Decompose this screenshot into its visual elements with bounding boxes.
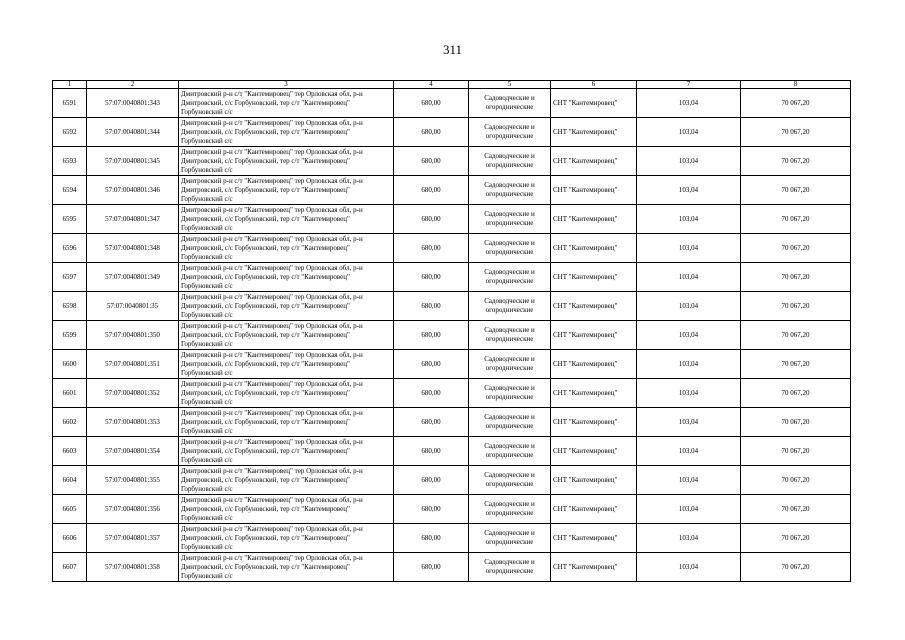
address-line: Дмитровский, с/с Горбуновский, тер с/т "Кантемировец" [181, 127, 350, 136]
organization-cell: СНТ "Кантемировец" [551, 205, 637, 234]
table-row [53, 321, 851, 350]
address-cell [179, 524, 394, 553]
unit-cost-cell: 103,04 [637, 437, 741, 466]
address-line: Дмитровский р-н с/т "Кантемировец" тер Орловская обл, р-н [181, 263, 363, 272]
land-use-cell [469, 321, 551, 350]
cadastral-number-cell: 57:07:0040801:346 [87, 176, 179, 205]
address-cell [179, 292, 394, 321]
land-use-cell [469, 176, 551, 205]
cadastral-number-cell: 57:07:0040801:354 [87, 437, 179, 466]
cadastral-value-cell: 70 067,20 [741, 176, 851, 205]
table-row [53, 292, 851, 321]
column-header: 3 [179, 81, 394, 89]
address-line: Горбуновский с/с [181, 455, 233, 464]
address-line: Дмитровский, с/с Горбуновский, тер с/т "Кантемировец" [181, 243, 350, 252]
organization-cell: СНТ "Кантемировец" [551, 350, 637, 379]
organization-cell: СНТ "Кантемировец" [551, 147, 637, 176]
area-cell: 680,00 [394, 234, 469, 263]
cadastral-number-cell: 57:07:0040801:347 [87, 205, 179, 234]
cadastral-value-cell: 70 067,20 [741, 147, 851, 176]
address-line: Дмитровский р-н с/т "Кантемировец" тер Орловская обл, р-н [181, 292, 363, 301]
address-line: Дмитровский, с/с Горбуновский, тер с/т "Кантемировец" [181, 272, 350, 281]
address-line: Горбуновский с/с [181, 310, 233, 319]
unit-cost-cell: 103,04 [637, 263, 741, 292]
address-line: Дмитровский р-н с/т "Кантемировец" тер Орловская обл, р-н [181, 466, 363, 475]
land-use-line: Садоводческие и [484, 442, 535, 450]
table-row [53, 379, 851, 408]
address-cell [179, 321, 394, 350]
organization-cell: СНТ "Кантемировец" [551, 379, 637, 408]
address-cell [179, 437, 394, 466]
cadastral-value-cell: 70 067,20 [741, 292, 851, 321]
land-use-line: Садоводческие и [484, 210, 535, 218]
unit-cost-cell: 103,04 [637, 379, 741, 408]
row-number-cell: 6597 [53, 263, 87, 292]
area-cell: 680,00 [394, 263, 469, 292]
land-use-line: Садоводческие и [484, 500, 535, 508]
cadastral-value-cell: 70 067,20 [741, 118, 851, 147]
column-header: 8 [741, 81, 851, 89]
land-use-line: Садоводческие и [484, 471, 535, 479]
address-line: Дмитровский, с/с Горбуновский, тер с/т "Кантемировец" [181, 98, 350, 107]
address-cell [179, 495, 394, 524]
cadastral-number-cell: 57:07:0040801:356 [87, 495, 179, 524]
address-line: Горбуновский с/с [181, 223, 233, 232]
land-use-line: Садоводческие и [484, 326, 535, 334]
address-line: Дмитровский, с/с Горбуновский, тер с/т "Кантемировец" [181, 417, 350, 426]
table-row [53, 234, 851, 263]
organization-cell: СНТ "Кантемировец" [551, 321, 637, 350]
table-row [53, 495, 851, 524]
column-header: 1 [53, 81, 87, 89]
cadastral-value-cell: 70 067,20 [741, 495, 851, 524]
cadastral-number-cell: 57:07:0040801:353 [87, 408, 179, 437]
cadastral-number-cell: 57:07:0040801:35 [87, 292, 179, 321]
address-line: Дмитровский, с/с Горбуновский, тер с/т "Кантемировец" [181, 533, 350, 542]
address-line: Дмитровский р-н с/т "Кантемировец" тер Орловская обл, р-н [181, 350, 363, 359]
table-row [53, 408, 851, 437]
cadastral-number-cell: 57:07:0040801:348 [87, 234, 179, 263]
address-line: Дмитровский р-н с/т "Кантемировец" тер Орловская обл, р-н [181, 205, 363, 214]
area-cell: 680,00 [394, 292, 469, 321]
address-line: Дмитровский, с/с Горбуновский, тер с/т "Кантемировец" [181, 504, 350, 513]
area-cell: 680,00 [394, 524, 469, 553]
cadastral-number-cell: 57:07:0040801:349 [87, 263, 179, 292]
land-use-line: огороднические [485, 509, 534, 517]
unit-cost-cell: 103,04 [637, 176, 741, 205]
unit-cost-cell: 103,04 [637, 321, 741, 350]
address-cell [179, 553, 394, 582]
address-line: Горбуновский с/с [181, 136, 233, 145]
address-cell [179, 118, 394, 147]
address-line: Дмитровский р-н с/т "Кантемировец" тер Орловская обл, р-н [181, 379, 363, 388]
address-cell [179, 466, 394, 495]
land-use-line: Садоводческие и [484, 123, 535, 131]
area-cell: 680,00 [394, 466, 469, 495]
organization-cell: СНТ "Кантемировец" [551, 118, 637, 147]
address-line: Дмитровский, с/с Горбуновский, тер с/т "Кантемировец" [181, 388, 350, 397]
column-header: 6 [551, 81, 637, 89]
cadastral-value-cell: 70 067,20 [741, 466, 851, 495]
land-use-cell [469, 553, 551, 582]
land-use-cell [469, 437, 551, 466]
row-number-cell: 6592 [53, 118, 87, 147]
table-row [53, 176, 851, 205]
organization-cell: СНТ "Кантемировец" [551, 263, 637, 292]
row-number-cell: 6599 [53, 321, 87, 350]
land-use-cell [469, 147, 551, 176]
row-number-cell: 6603 [53, 437, 87, 466]
address-line: Горбуновский с/с [181, 339, 233, 348]
column-header: 4 [394, 81, 469, 89]
cadastral-number-cell: 57:07:0040801:351 [87, 350, 179, 379]
cadastral-value-cell: 70 067,20 [741, 408, 851, 437]
unit-cost-cell: 103,04 [637, 147, 741, 176]
row-number-cell: 6601 [53, 379, 87, 408]
organization-cell: СНТ "Кантемировец" [551, 524, 637, 553]
table-row [53, 466, 851, 495]
table-row [53, 524, 851, 553]
address-line: Горбуновский с/с [181, 484, 233, 493]
land-use-line: Садоводческие и [484, 268, 535, 276]
address-cell [179, 379, 394, 408]
address-line: Дмитровский р-н с/т "Кантемировец" тер Орловская обл, р-н [181, 408, 363, 417]
land-use-line: огороднические [485, 248, 534, 256]
address-line: Дмитровский, с/с Горбуновский, тер с/т "Кантемировец" [181, 156, 350, 165]
land-use-line: Садоводческие и [484, 239, 535, 247]
area-cell: 680,00 [394, 553, 469, 582]
row-number-cell: 6598 [53, 292, 87, 321]
cadastral-value-cell: 70 067,20 [741, 321, 851, 350]
area-cell: 680,00 [394, 321, 469, 350]
address-cell [179, 263, 394, 292]
table-row [53, 205, 851, 234]
unit-cost-cell: 103,04 [637, 553, 741, 582]
cadastral-value-cell: 70 067,20 [741, 263, 851, 292]
land-use-line: Садоводческие и [484, 558, 535, 566]
table-row [53, 553, 851, 582]
cadastral-value-cell: 70 067,20 [741, 379, 851, 408]
column-header: 7 [637, 81, 741, 89]
cadastral-value-cell: 70 067,20 [741, 89, 851, 118]
address-line: Горбуновский с/с [181, 194, 233, 203]
land-use-cell [469, 234, 551, 263]
land-use-line: огороднические [485, 103, 534, 111]
cadastral-number-cell: 57:07:0040801:352 [87, 379, 179, 408]
address-line: Дмитровский р-н с/т "Кантемировец" тер Орловская обл, р-н [181, 176, 363, 185]
land-use-line: Садоводческие и [484, 355, 535, 363]
land-registry-table [52, 80, 851, 582]
unit-cost-cell: 103,04 [637, 524, 741, 553]
land-use-line: Садоводческие и [484, 529, 535, 537]
row-number-cell: 6596 [53, 234, 87, 263]
address-line: Горбуновский с/с [181, 513, 233, 522]
land-use-line: Садоводческие и [484, 181, 535, 189]
cadastral-value-cell: 70 067,20 [741, 234, 851, 263]
row-number-cell: 6594 [53, 176, 87, 205]
table-row [53, 118, 851, 147]
address-line: Дмитровский р-н с/т "Кантемировец" тер Орловская обл, р-н [181, 495, 363, 504]
row-number-cell: 6602 [53, 408, 87, 437]
page-number: 311 [442, 42, 463, 57]
row-number-cell: 6605 [53, 495, 87, 524]
land-use-cell [469, 524, 551, 553]
land-use-cell [469, 466, 551, 495]
land-use-line: огороднические [485, 277, 534, 285]
address-cell [179, 176, 394, 205]
address-line: Горбуновский с/с [181, 426, 233, 435]
land-use-line: огороднические [485, 393, 534, 401]
address-line: Дмитровский, с/с Горбуновский, тер с/т "Кантемировец" [181, 359, 350, 368]
address-line: Дмитровский р-н с/т "Кантемировец" тер Орловская обл, р-н [181, 89, 363, 98]
land-use-line: огороднические [485, 219, 534, 227]
address-line: Дмитровский р-н с/т "Кантемировец" тер Орловская обл, р-н [181, 553, 363, 562]
address-line: Горбуновский с/с [181, 107, 233, 116]
address-line: Горбуновский с/с [181, 397, 233, 406]
address-line: Дмитровский, с/с Горбуновский, тер с/т "Кантемировец" [181, 475, 350, 484]
unit-cost-cell: 103,04 [637, 350, 741, 379]
address-line: Горбуновский с/с [181, 542, 233, 551]
unit-cost-cell: 103,04 [637, 89, 741, 118]
land-use-cell [469, 408, 551, 437]
organization-cell: СНТ "Кантемировец" [551, 408, 637, 437]
cadastral-value-cell: 70 067,20 [741, 524, 851, 553]
unit-cost-cell: 103,04 [637, 495, 741, 524]
land-use-line: Садоводческие и [484, 384, 535, 392]
cadastral-number-cell: 57:07:0040801:355 [87, 466, 179, 495]
land-use-line: огороднические [485, 335, 534, 343]
land-use-line: огороднические [485, 190, 534, 198]
area-cell: 680,00 [394, 89, 469, 118]
land-use-cell [469, 495, 551, 524]
address-line: Горбуновский с/с [181, 571, 233, 580]
address-line: Дмитровский, с/с Горбуновский, тер с/т "Кантемировец" [181, 330, 350, 339]
address-line: Горбуновский с/с [181, 281, 233, 290]
address-line: Дмитровский р-н с/т "Кантемировец" тер Орловская обл, р-н [181, 118, 363, 127]
unit-cost-cell: 103,04 [637, 292, 741, 321]
cadastral-value-cell: 70 067,20 [741, 553, 851, 582]
address-cell [179, 234, 394, 263]
unit-cost-cell: 103,04 [637, 408, 741, 437]
cadastral-number-cell: 57:07:0040801:345 [87, 147, 179, 176]
address-line: Дмитровский, с/с Горбуновский, тер с/т "Кантемировец" [181, 562, 350, 571]
land-use-cell [469, 350, 551, 379]
land-use-cell [469, 379, 551, 408]
area-cell: 680,00 [394, 205, 469, 234]
address-line: Дмитровский, с/с Горбуновский, тер с/т "Кантемировец" [181, 214, 350, 223]
address-line: Дмитровский, с/с Горбуновский, тер с/т "Кантемировец" [181, 446, 350, 455]
address-cell [179, 89, 394, 118]
organization-cell: СНТ "Кантемировец" [551, 495, 637, 524]
land-use-cell [469, 263, 551, 292]
address-line: Горбуновский с/с [181, 368, 233, 377]
land-use-line: огороднические [485, 132, 534, 140]
unit-cost-cell: 103,04 [637, 205, 741, 234]
row-number-cell: 6604 [53, 466, 87, 495]
land-use-line: Садоводческие и [484, 297, 535, 305]
area-cell: 680,00 [394, 176, 469, 205]
area-cell: 680,00 [394, 350, 469, 379]
land-use-cell [469, 118, 551, 147]
unit-cost-cell: 103,04 [637, 234, 741, 263]
land-use-line: Садоводческие и [484, 152, 535, 160]
table-row [53, 263, 851, 292]
cadastral-number-cell: 57:07:0040801:358 [87, 553, 179, 582]
address-cell [179, 147, 394, 176]
organization-cell: СНТ "Кантемировец" [551, 176, 637, 205]
land-use-cell [469, 205, 551, 234]
land-use-line: огороднические [485, 538, 534, 546]
address-line: Дмитровский р-н с/т "Кантемировец" тер Орловская обл, р-н [181, 234, 363, 243]
row-number-cell: 6593 [53, 147, 87, 176]
land-use-line: Садоводческие и [484, 413, 535, 421]
land-use-line: огороднические [485, 567, 534, 575]
land-use-line: Садоводческие и [484, 94, 535, 102]
organization-cell: СНТ "Кантемировец" [551, 234, 637, 263]
address-cell [179, 408, 394, 437]
area-cell: 680,00 [394, 408, 469, 437]
unit-cost-cell: 103,04 [637, 466, 741, 495]
land-use-line: огороднические [485, 306, 534, 314]
row-number-cell: 6595 [53, 205, 87, 234]
row-number-cell: 6606 [53, 524, 87, 553]
table-row [53, 89, 851, 118]
row-number-cell: 6607 [53, 553, 87, 582]
area-cell: 680,00 [394, 118, 469, 147]
address-line: Дмитровский, с/с Горбуновский, тер с/т "Кантемировец" [181, 301, 350, 310]
cadastral-number-cell: 57:07:0040801:343 [87, 89, 179, 118]
address-line: Горбуновский с/с [181, 165, 233, 174]
unit-cost-cell: 103,04 [637, 118, 741, 147]
row-number-cell: 6591 [53, 89, 87, 118]
address-line: Дмитровский р-н с/т "Кантемировец" тер Орловская обл, р-н [181, 437, 363, 446]
cadastral-number-cell: 57:07:0040801:357 [87, 524, 179, 553]
organization-cell: СНТ "Кантемировец" [551, 292, 637, 321]
area-cell: 680,00 [394, 437, 469, 466]
land-use-cell [469, 292, 551, 321]
address-line: Горбуновский с/с [181, 252, 233, 261]
land-use-line: огороднические [485, 480, 534, 488]
land-use-line: огороднические [485, 364, 534, 372]
column-header: 5 [469, 81, 551, 89]
organization-cell: СНТ "Кантемировец" [551, 437, 637, 466]
address-line: Дмитровский р-н с/т "Кантемировец" тер Орловская обл, р-н [181, 524, 363, 533]
area-cell: 680,00 [394, 495, 469, 524]
column-number-row [53, 81, 851, 89]
table-row [53, 147, 851, 176]
table-body [53, 89, 851, 582]
address-cell [179, 350, 394, 379]
land-use-line: огороднические [485, 451, 534, 459]
area-cell: 680,00 [394, 147, 469, 176]
land-use-cell [469, 89, 551, 118]
cadastral-value-cell: 70 067,20 [741, 437, 851, 466]
row-number-cell: 6600 [53, 350, 87, 379]
land-use-line: огороднические [485, 161, 534, 169]
column-header: 2 [87, 81, 179, 89]
area-cell: 680,00 [394, 379, 469, 408]
table-row [53, 350, 851, 379]
organization-cell: СНТ "Кантемировец" [551, 89, 637, 118]
table-row [53, 437, 851, 466]
address-line: Дмитровский р-н с/т "Кантемировец" тер Орловская обл, р-н [181, 321, 363, 330]
address-line: Дмитровский р-н с/т "Кантемировец" тер Орловская обл, р-н [181, 147, 363, 156]
cadastral-number-cell: 57:07:0040801:350 [87, 321, 179, 350]
organization-cell: СНТ "Кантемировец" [551, 553, 637, 582]
organization-cell: СНТ "Кантемировец" [551, 466, 637, 495]
cadastral-value-cell: 70 067,20 [741, 350, 851, 379]
cadastral-number-cell: 57:07:0040801:344 [87, 118, 179, 147]
cadastral-value-cell: 70 067,20 [741, 205, 851, 234]
address-cell [179, 205, 394, 234]
land-use-line: огороднические [485, 422, 534, 430]
address-line: Дмитровский, с/с Горбуновский, тер с/т "Кантемировец" [181, 185, 350, 194]
